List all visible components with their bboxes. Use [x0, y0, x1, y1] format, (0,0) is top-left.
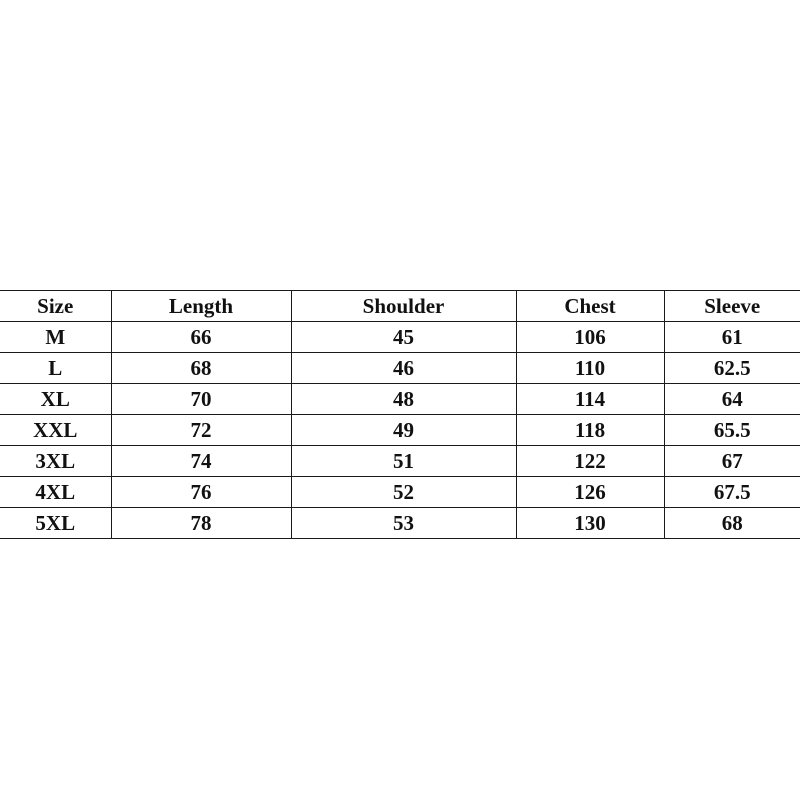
table-row	[0, 322, 800, 353]
cell-length: 70	[111, 384, 291, 415]
cell-length: 66	[111, 322, 291, 353]
header-size: Size	[0, 291, 111, 322]
header-sleeve: Sleeve	[664, 291, 800, 322]
cell-shoulder: 53	[291, 508, 516, 539]
cell-chest: 110	[516, 353, 664, 384]
cell-shoulder: 51	[291, 446, 516, 477]
cell-sleeve: 67	[664, 446, 800, 477]
cell-size: 3XL	[0, 446, 111, 477]
cell-size: M	[0, 322, 111, 353]
cell-size: 5XL	[0, 508, 111, 539]
cell-shoulder: 52	[291, 477, 516, 508]
cell-sleeve: 65.5	[664, 415, 800, 446]
cell-length: 68	[111, 353, 291, 384]
cell-chest: 118	[516, 415, 664, 446]
cell-length: 72	[111, 415, 291, 446]
cell-chest: 130	[516, 508, 664, 539]
cell-size: XL	[0, 384, 111, 415]
cell-shoulder: 48	[291, 384, 516, 415]
cell-shoulder: 49	[291, 415, 516, 446]
table-header-row	[0, 291, 800, 322]
cell-length: 76	[111, 477, 291, 508]
table-row	[0, 353, 800, 384]
cell-chest: 114	[516, 384, 664, 415]
header-chest: Chest	[516, 291, 664, 322]
cell-size: XXL	[0, 415, 111, 446]
cell-chest: 106	[516, 322, 664, 353]
header-length: Length	[111, 291, 291, 322]
cell-sleeve: 62.5	[664, 353, 800, 384]
cell-chest: 126	[516, 477, 664, 508]
cell-length: 78	[111, 508, 291, 539]
table-row	[0, 415, 800, 446]
cell-sleeve: 68	[664, 508, 800, 539]
cell-sleeve: 64	[664, 384, 800, 415]
table-row	[0, 446, 800, 477]
cell-shoulder: 45	[291, 322, 516, 353]
table-row	[0, 384, 800, 415]
cell-length: 74	[111, 446, 291, 477]
cell-chest: 122	[516, 446, 664, 477]
header-shoulder: Shoulder	[291, 291, 516, 322]
size-chart-table	[0, 290, 800, 539]
table-row	[0, 477, 800, 508]
cell-sleeve: 61	[664, 322, 800, 353]
cell-sleeve: 67.5	[664, 477, 800, 508]
cell-size: L	[0, 353, 111, 384]
cell-size: 4XL	[0, 477, 111, 508]
table-row	[0, 508, 800, 539]
cell-shoulder: 46	[291, 353, 516, 384]
